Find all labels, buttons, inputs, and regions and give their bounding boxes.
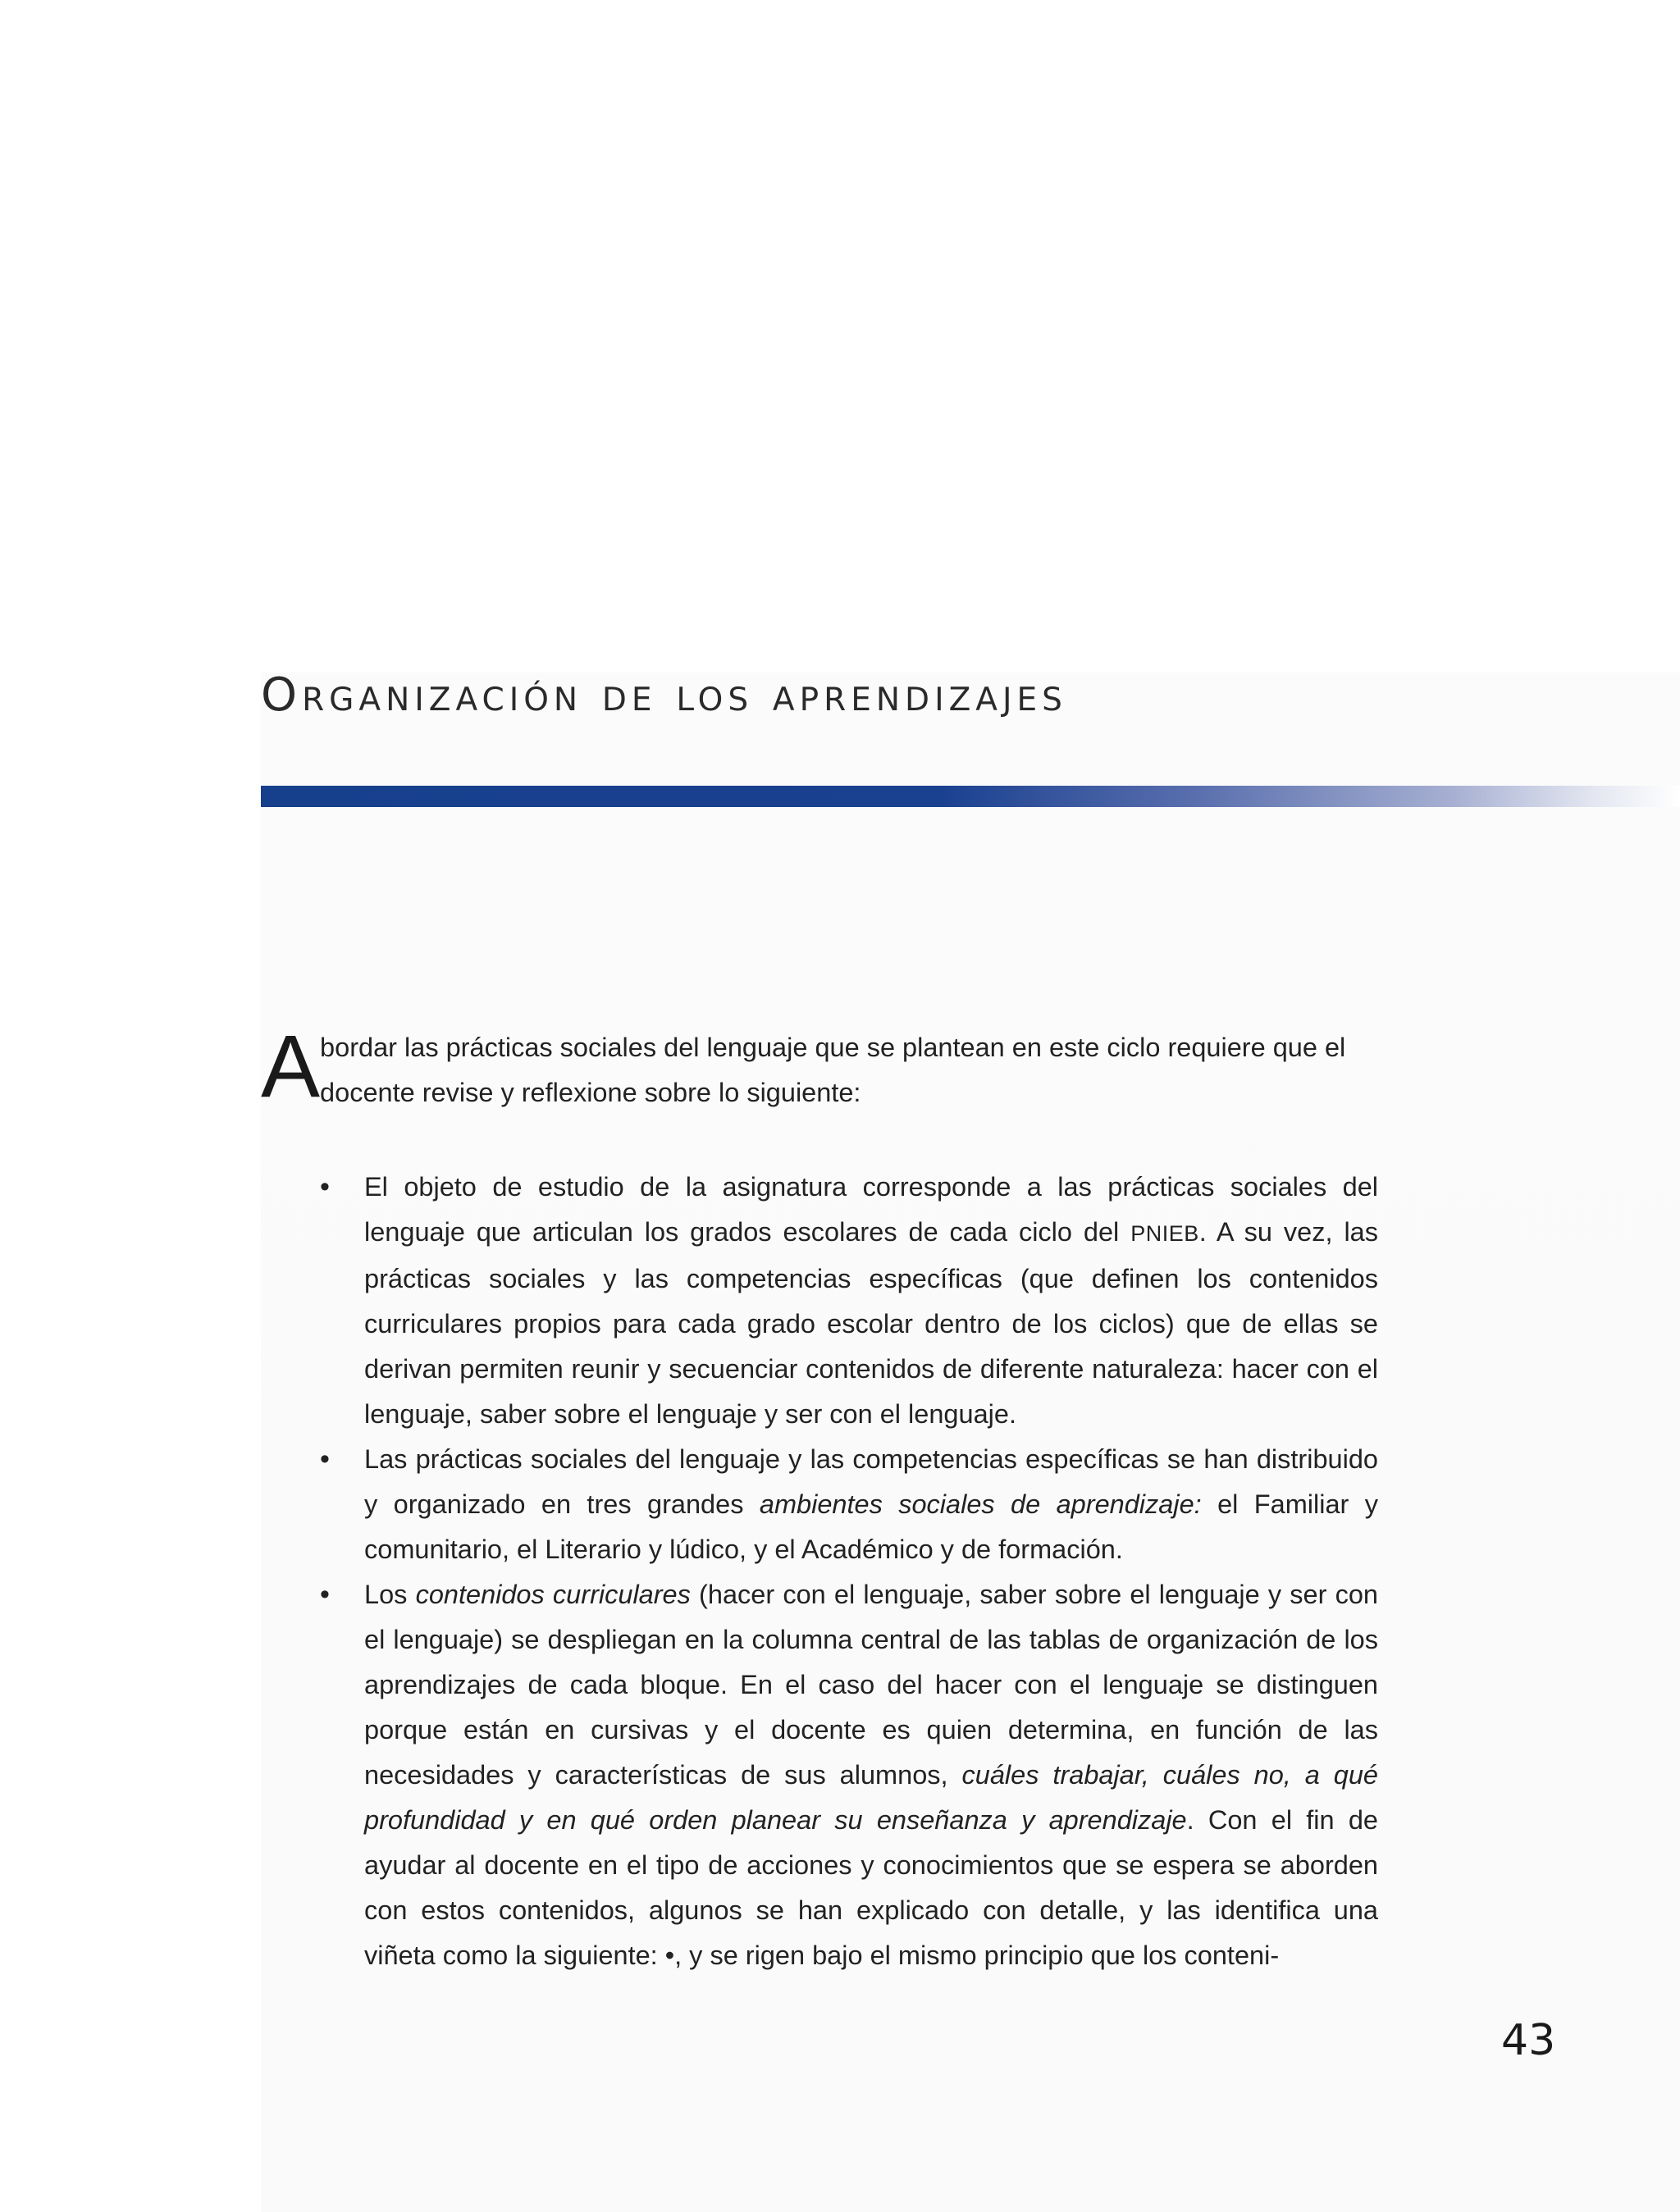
bullet-marker: • [320,1579,330,1610]
list-item [261,1165,1378,1437]
intro-paragraph [261,1016,1378,1115]
acronym-text: PNIEB [1130,1221,1199,1246]
list-item-text: el Familiar y comunitario, el Literario y lúdico, y el Académico y de formación. [364,1489,1378,1564]
list-item-text: El objeto de estudio de la asignatura corresponde a las prácticas sociales del lenguaje que articulan los grados escolares de cada ciclo del [364,1172,1378,1247]
section-title: Organización de los aprendizajes [261,668,1067,722]
emphasis-text: cuáles trabajar, cuáles no, a qué profundidad y en qué orden planear su enseñanza y aprendizaje [364,1760,1379,1835]
drop-cap: A [261,1016,321,1115]
emphasis-text: contenidos curriculares [415,1580,691,1609]
list-item-text: (hacer con el lenguaje, saber sobre el lenguaje y ser con el lenguaje) se despliegan en la columna central de las tablas de organización de los aprendizajes de cada bloque. En el caso del hacer con el lenguaje se distinguen porque están en cursivas y el docente es quien determina, en función de las necesidades y características de sus alumnos, [364,1580,1378,1790]
bullet-marker: • [320,1444,330,1475]
list-item [261,1572,1378,1978]
list-item-text: . Con el fin de ayudar al docente en el tipo de acciones y conocimientos que se espera se aborden con estos contenidos, algunos se han explicado con detalle, y las identifica una viñeta como la siguiente: •, y se rigen bajo el mismo principio que los conteni- [364,1805,1378,1970]
intro-text: bordar las prácticas sociales del lenguaje que se plantean en este ciclo requiere que el docente revise y reflexione sobre lo siguiente: [320,1033,1346,1107]
list-item [261,1437,1378,1572]
bullet-marker: • [320,1171,330,1202]
list-item-text: Los [364,1580,416,1609]
list-item-text: . A su vez, las prácticas sociales y las competencias específicas (que definen los contenidos curriculares propios para cada grado escolar dentro de los ciclos) que de ellas se derivan permiten reunir y secuenciar contenidos de diferente naturaleza: hacer con el lenguaje, saber sobre el lenguaje y ser con el lenguaje. [364,1217,1378,1429]
bullet-list [261,1165,1378,1978]
list-item-text: Las prácticas sociales del lenguaje y las competencias específicas se han distribuido y organizado en tres grandes [364,1444,1378,1519]
body-content [261,1016,1379,1978]
title-rule [261,786,1680,807]
emphasis-text: ambientes sociales de aprendizaje: [759,1489,1202,1519]
page-number: 43 [1501,2016,1556,2065]
